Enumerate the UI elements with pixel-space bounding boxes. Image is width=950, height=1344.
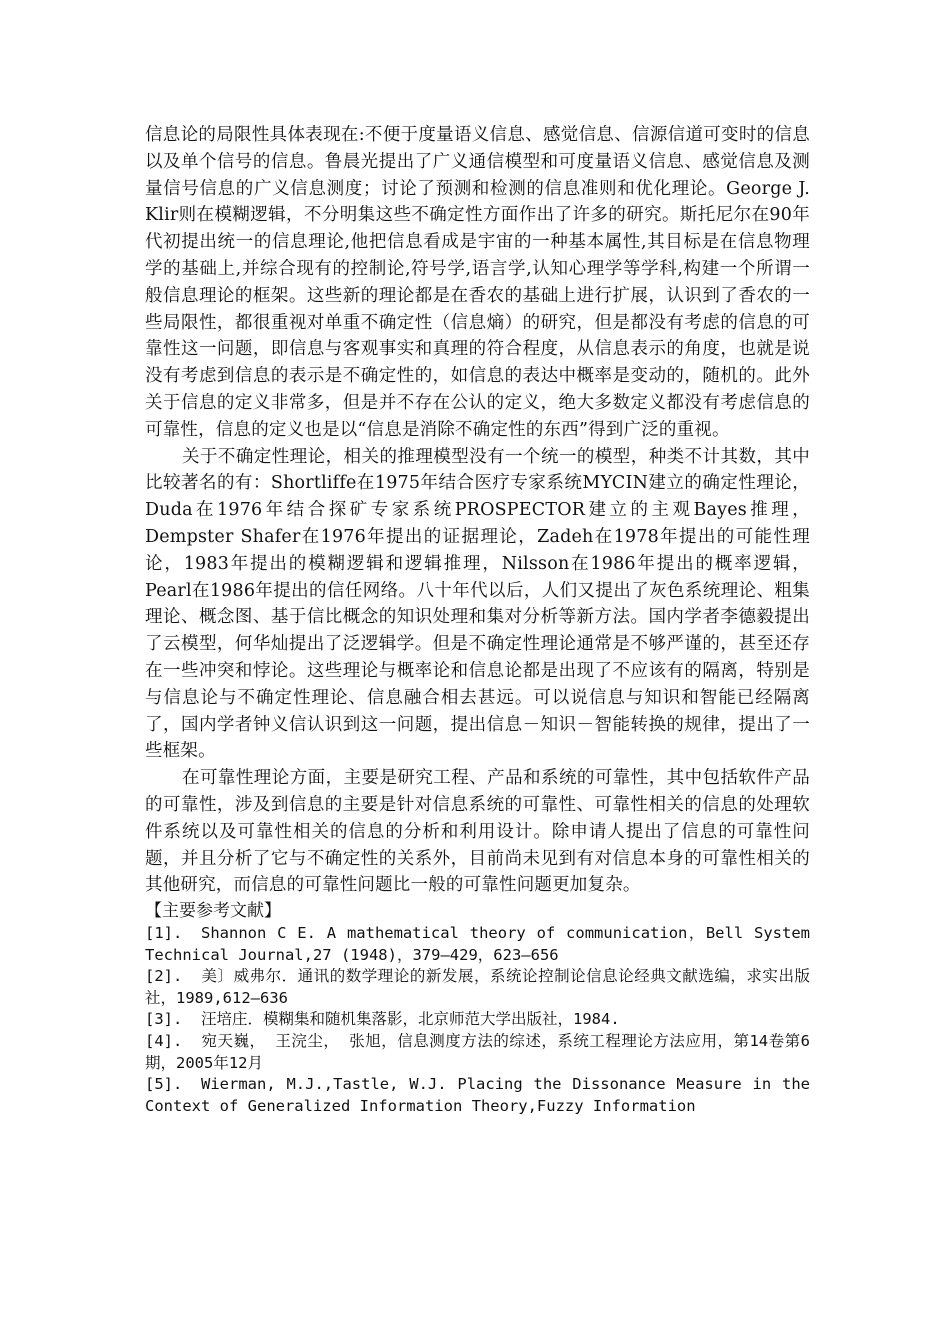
reference-item: [145, 923, 810, 966]
reference-item: [145, 1031, 810, 1074]
reference-item: [145, 966, 810, 1009]
references-heading: 【主要参考文献】: [145, 901, 281, 922]
reference-text: Shannon C E. A mathematical theory of communication，Bell System Technical Journal,27 (1948)，379—429，623—656: [145, 924, 810, 964]
paragraph-reliability-theory: 在可靠性理论方面，主要是研究工程、产品和系统的可靠性，其中包括软件产品的可靠性，涉及到信息的主要是针对信息系统的可靠性、可靠性相关的信息的处理软件系统以及可靠性相关的信息的分析和利用设计。除申请人提出了信息的可靠性问题，并且分析了它与不确定性的关系外，目前尚未见到有对信息本身的可靠性相关的其他研究，而信息的可靠性问题比一般的可靠性问题更加复杂。: [145, 768, 810, 896]
reference-text: 宛天巍， 王浣尘， 张旭，信息测度方法的综述，系统工程理论方法应用，第14卷第6期，2005年12月: [145, 1032, 810, 1072]
reference-item: [145, 1009, 810, 1031]
reference-number: [4].: [145, 1032, 183, 1051]
reference-number: [1].: [145, 924, 183, 943]
reference-number: [3].: [145, 1010, 183, 1029]
reference-number: [5].: [145, 1075, 183, 1094]
reference-number: [2].: [145, 967, 183, 986]
reference-text: 美〕威弗尔．通讯的数学理论的新发展，系统论控制论信息论经典文献选编，求实出版社，1989,612—636: [145, 967, 810, 1007]
reference-text: 汪培庄．模糊集和随机集落影，北京师范大学出版社，1984.: [201, 1010, 620, 1029]
paragraph-information-theory-limitations: 信息论的局限性具体表现在:不便于度量语义信息、感觉信息、信源信道可变时的信息以及单个信号的信息。鲁晨光提出了广义通信模型和可度量语义信息、感觉信息及测量信号信息的广义信息测度；讨论了预测和检测的信息准则和优化理论。George J. Klir则在模糊逻辑，不分明集这些不确定性方面作出了许多的研究。斯托尼尔在90年代初提出统一的信息理论,他把信息看成是宇宙的一种基本属性,其目标是在信息物理学的基础上,并综合现有的控制论,符号学,语言学,认知心理学等学科,构建一个所谓一般信息理论的框架。这些新的理论都是在香农的基础上进行扩展，认识到了香农的一些局限性，都很重视对单重不确定性（信息熵）的研究，但是都没有考虑的信息的可靠性这一问题，即信息与客观事实和真理的符合程度，从信息表示的角度，也就是说没有考虑到信息的表示是不确定性的，如信息的表达中概率是变动的，随机的。此外关于信息的定义非常多，但是并不存在公认的定义，绝大多数定义都没有考虑信息的可靠性，信息的定义也是以“信息是消除不确定性的东西”得到广泛的重视。: [145, 125, 810, 440]
document-page: [145, 122, 810, 1117]
references-section: [145, 899, 810, 1117]
paragraph-uncertainty-theory: 关于不确定性理论，相关的推理模型没有一个统一的模型，种类不计其数，其中比较著名的有：Shortliffe在1975年结合医疗专家系统MYCIN建立的确定性理论，Duda在1976年结合探矿专家系统PROSPECTOR建立的主观Bayes推理，Dempster Shafer在1976年提出的证据理论，Zadeh在1978年提出的可能性理论，1983年提出的模糊逻辑和逻辑推理，Nilsson在1986年提出的概率逻辑，Pearl在1986年提出的信任网络。八十年代以后，人们又提出了灰色系统理论、粗集理论、概念图、基于信比概念的知识处理和集对分析等新方法。国内学者李德毅提出了云模型，何华灿提出了泛逻辑学。但是不确定性理论通常是不够严谨的，甚至还存在一些冲突和悖论。这些理论与概率论和信息论都是出现了不应该有的隔离，特别是与信息论与不确定性理论、信息融合相去甚远。可以说信息与知识和智能已经隔离了，国内学者钟义信认识到这一问题，提出信息－知识－智能转换的规律，提出了一些框架。: [145, 446, 810, 762]
reference-text: Wierman, M.J.,Tastle, W.J. Placing the Dissonance Measure in the Context of Generalized Information Theory,Fuzzy Information: [145, 1075, 810, 1115]
reference-item: [145, 1074, 810, 1117]
